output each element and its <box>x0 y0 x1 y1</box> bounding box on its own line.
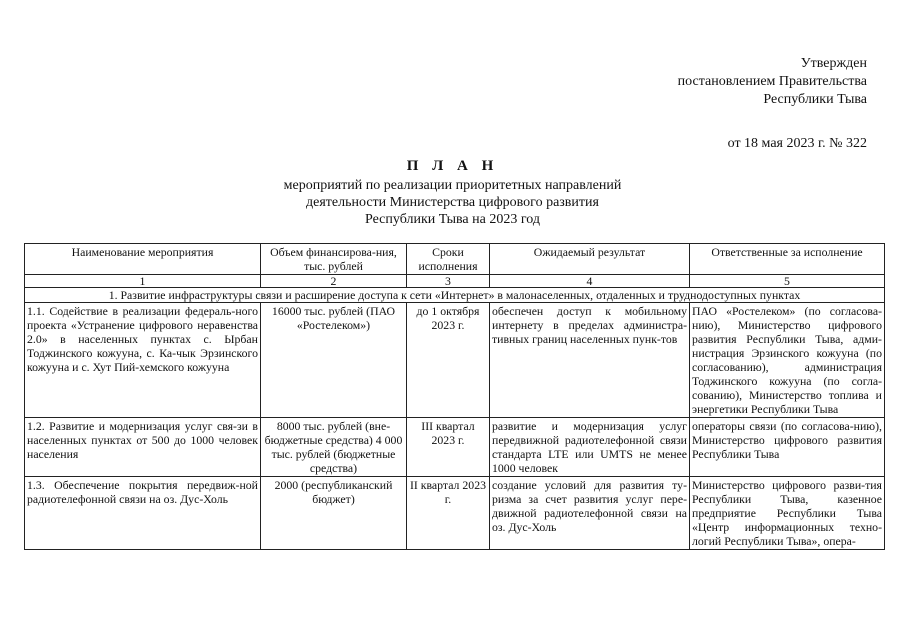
title-line: мероприятий по реализации приоритетных направлений <box>283 178 622 193</box>
row-responsible: ПАО «Ростелеком» (по согласова-нию), Министерство цифрового развития Республики Тыва, адми-нистрация Эрзинского кожууна (по согласованию), администрация Тоджинского кожууна (по согла-сованию), Министерство топлива и энергетики Республики Тыва <box>690 303 885 418</box>
header-result: Ожидаемый результат <box>490 244 690 275</box>
row-funding: 2000 (республиканский бюджет) <box>261 477 407 550</box>
column-number-row <box>25 275 885 288</box>
row-deadline: II квартал 2023 г. <box>407 477 490 550</box>
approval-block <box>567 55 867 153</box>
row-result: создание условий для развития ту-ризма за счет развития услуг пере-движной радиотелефонной связи на оз. Дус-Холь <box>490 477 690 550</box>
table-row <box>25 477 885 550</box>
plan-table <box>24 243 885 550</box>
section-row <box>25 288 885 303</box>
document-title <box>0 158 905 228</box>
row-deadline: до 1 октября 2023 г. <box>407 303 490 418</box>
table-row <box>25 303 885 418</box>
approval-line: Утвержден <box>800 56 867 71</box>
header-funding: Объем финансирова-ния, тыс. рублей <box>261 244 407 275</box>
title-line: деятельности Министерства цифрового развития <box>306 195 599 210</box>
approval-line: Республики Тыва <box>763 92 867 107</box>
table-row <box>25 418 885 477</box>
row-funding: 16000 тыс. рублей (ПАО «Ростелеком») <box>261 303 407 418</box>
plan-heading: П Л А Н <box>406 158 499 174</box>
row-result: развитие и модернизация услуг передвижной радиотелефонной связи стандарта LTE или UMTS не менее 1000 человек <box>490 418 690 477</box>
header-responsible: Ответственные за исполнение <box>690 244 885 275</box>
header-deadline: Сроки исполнения <box>407 244 490 275</box>
title-line: Республики Тыва на 2023 год <box>365 212 540 227</box>
column-number: 4 <box>490 275 690 288</box>
row-name: 1.2. Развитие и модернизация услуг свя-зи в населенных пунктах от 500 до 1000 человек населения <box>25 418 261 477</box>
row-name: 1.3. Обеспечение покрытия передвиж-ной радиотелефонной связи на оз. Дус-Холь <box>25 477 261 550</box>
row-name: 1.1. Содействие в реализации федераль-ного проекта «Устранение цифрового неравенства 2.0» в населенных пунктах с. Ырбан Тоджинского кожууна, с. Ка-чык Эрзинского кожууна и с. Хут Пий-хемского кожууна <box>25 303 261 418</box>
row-responsible: Министерство цифрового разви-тия Республики Тыва, казенное предприятие Республики Тыва «Центр информационных техно-логий Республики Тыва», опера- <box>690 477 885 550</box>
row-responsible: операторы связи (по согласова-нию), Министерство цифрового развития Республики Тыва <box>690 418 885 477</box>
approval-line: постановлением Правительства <box>677 74 867 89</box>
approval-date: от 18 мая 2023 г. № 322 <box>727 136 867 151</box>
row-funding: 8000 тыс. рублей (вне-бюджетные средства) 4 000 тыс. рублей (бюджетные средства) <box>261 418 407 477</box>
table-header-row <box>25 244 885 275</box>
column-number: 2 <box>261 275 407 288</box>
header-name: Наименование мероприятия <box>25 244 261 275</box>
column-number: 1 <box>25 275 261 288</box>
column-number: 3 <box>407 275 490 288</box>
column-number: 5 <box>690 275 885 288</box>
row-deadline: III квартал 2023 г. <box>407 418 490 477</box>
section-title: 1. Развитие инфраструктуры связи и расширение доступа к сети «Интернет» в малонаселенных, отдаленных и труднодоступных пунктах <box>25 288 885 303</box>
row-result: обеспечен доступ к мобильному интернету в пределах администра-тивных границ населенных пунк-тов <box>490 303 690 418</box>
